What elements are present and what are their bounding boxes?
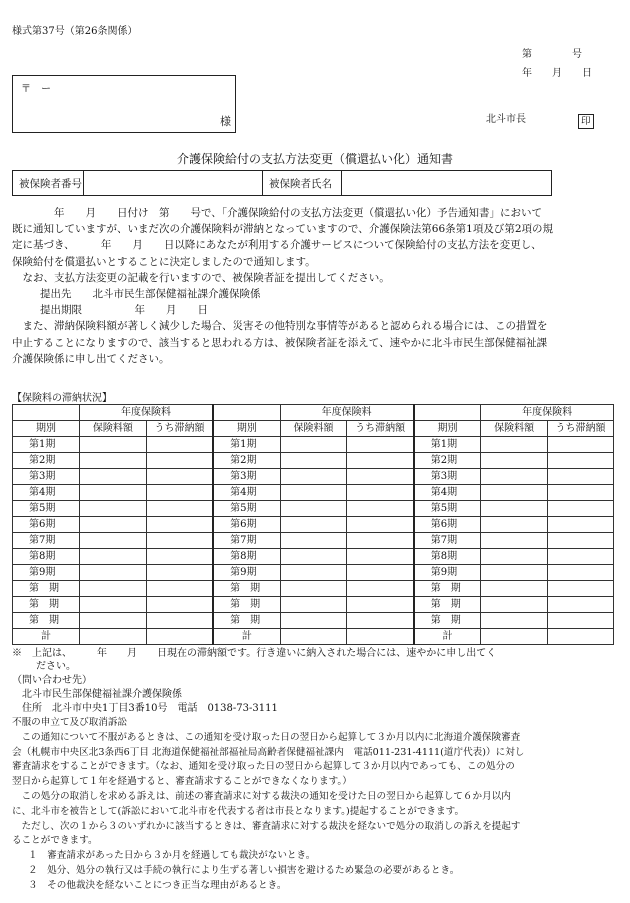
table-row (13, 517, 614, 533)
appeal-a3: 審査請求をすることができます。（なお、通知を受け取った日の翌日から起算して３か月以内であっても、この処分の (12, 761, 515, 773)
period-label: 第9期 (414, 565, 481, 581)
addressee-honorific: 様 (220, 115, 231, 128)
amount-cell (79, 469, 146, 485)
arrears-section-label: 【保険料の滞納状況】 (12, 393, 112, 404)
amount-cell (79, 565, 146, 581)
arrears-cell (146, 597, 213, 613)
period-label: 第 期 (13, 613, 80, 629)
amount-cell (280, 597, 347, 613)
total-arrears-cell (548, 629, 614, 645)
table-row (13, 469, 614, 485)
insured-fields (12, 170, 552, 196)
appeal-item-2: ２ 処分、処分の執行又は手続の執行により生ずる著しい損害を避けるため緊急の必要があるとき。 (28, 864, 460, 876)
col-amount: 保険料額 (79, 421, 146, 437)
arrears-cell (548, 597, 614, 613)
period-label: 第6期 (213, 517, 280, 533)
amount-cell (481, 597, 548, 613)
postal-code: 〒 ー (21, 84, 51, 95)
col-period: 期別 (13, 421, 80, 437)
group-header: 年度保険料 (481, 405, 614, 421)
total-amount-cell (481, 629, 548, 645)
amount-cell (481, 469, 548, 485)
submit-deadline: 提出期限 年 月 日 (40, 304, 208, 317)
arrears-cell (347, 469, 414, 485)
arrears-cell (347, 453, 414, 469)
issuer-seal: 印 (578, 114, 594, 129)
body-p3-line3: 介護保険係に申し出てください。 (12, 352, 170, 365)
address-box (12, 75, 236, 133)
period-label: 第3期 (13, 469, 80, 485)
total-label: 計 (13, 629, 80, 645)
amount-cell (280, 469, 347, 485)
arrears-cell (347, 533, 414, 549)
amount-cell (481, 517, 548, 533)
appeal-item-1: １ 審査請求があった日から３か月を経過しても裁決がないとき。 (28, 850, 316, 862)
amount-cell (280, 485, 347, 501)
period-label: 第7期 (213, 533, 280, 549)
notice-body (12, 205, 618, 367)
arrears-cell (548, 469, 614, 485)
amount-cell (481, 501, 548, 517)
arrears-rows (13, 437, 614, 645)
arrears-cell (146, 565, 213, 581)
arrears-cell (146, 581, 213, 597)
col-arrears: うち滞納額 (146, 421, 213, 437)
period-label: 第1期 (213, 437, 280, 453)
amount-cell (481, 549, 548, 565)
appeal-a1: この通知について不服があるときは、この通知を受け取った日の翌日から起算して３か月以内に北海道介護保険審査 (12, 731, 521, 743)
col-arrears: うち滞納額 (548, 421, 614, 437)
col-amount: 保険料額 (280, 421, 347, 437)
period-label: 第6期 (13, 517, 80, 533)
period-label: 第 期 (13, 597, 80, 613)
table-row (13, 501, 614, 517)
insured-name-label: 被保険者氏名 (263, 171, 342, 196)
arrears-cell (146, 453, 213, 469)
arrears-cell (347, 437, 414, 453)
amount-cell (79, 437, 146, 453)
total-arrears-cell (347, 629, 414, 645)
amount-cell (280, 517, 347, 533)
arrears-cell (548, 485, 614, 501)
arrears-cell (548, 533, 614, 549)
arrears-table (12, 404, 614, 645)
arrears-cell (548, 517, 614, 533)
arrears-cell (347, 485, 414, 501)
amount-cell (79, 517, 146, 533)
body-p3-line2: 中止することになりますので、該当すると思われる方は、被保険者証を添えて、速やかに北斗市民生部保健福祉課 (12, 336, 548, 349)
appeal-a4: 翌日から起算して１年を経過すると、審査請求することができなくなります。） (12, 776, 352, 788)
contact-dept: 北斗市民生部保健福祉課介護保険係 (22, 689, 182, 700)
insured-number-value (84, 171, 263, 196)
arrears-cell (146, 613, 213, 629)
submit-to: 提出先 北斗市民生部保健福祉課介護保険係 (40, 288, 261, 301)
amount-cell (280, 565, 347, 581)
amount-cell (79, 549, 146, 565)
arrears-cell (548, 549, 614, 565)
period-label: 第 期 (414, 613, 481, 629)
period-label: 第5期 (213, 501, 280, 517)
arrears-cell (146, 501, 213, 517)
period-label: 第2期 (13, 453, 80, 469)
period-label: 第 期 (13, 581, 80, 597)
total-amount-cell (79, 629, 146, 645)
arrears-cell (146, 549, 213, 565)
appeal-b2: に、北斗市を被告として(訴訟において北斗市を代表する者は市長となります。)提起することができます。 (12, 805, 465, 817)
amount-cell (280, 437, 347, 453)
arrears-cell (146, 469, 213, 485)
amount-cell (280, 501, 347, 517)
group-spacer-2 (213, 405, 280, 421)
issuer-name: 北斗市長 (486, 114, 526, 125)
amount-cell (481, 453, 548, 469)
amount-cell (79, 501, 146, 517)
arrears-cell (548, 613, 614, 629)
contact-heading: （問い合わせ先） (12, 675, 92, 686)
period-label: 第7期 (13, 533, 80, 549)
period-label: 第7期 (414, 533, 481, 549)
appeal-a2: 会（札幌市中央区北3条西6丁目 北海道保健福祉部福祉局高齢者保健福祉課内 電話011-231-4111(道庁代表)）に対し (12, 746, 525, 758)
amount-cell (79, 597, 146, 613)
arrears-cell (548, 453, 614, 469)
arrears-cell (548, 581, 614, 597)
insured-number-label: 被保険者番号 (13, 171, 84, 196)
table-row (13, 453, 614, 469)
appeal-section (12, 716, 622, 894)
document-title: 介護保険給付の支払方法変更（償還払い化）通知書 (176, 152, 453, 166)
table-row (13, 565, 614, 581)
issue-date: 年 月 日 (522, 68, 592, 79)
group-spacer-3 (414, 405, 481, 421)
arrears-cell (146, 533, 213, 549)
amount-cell (79, 533, 146, 549)
body-p1-line2: 既に通知していますが、いまだ次の介護保険料が滞納となっていますので、介護保険法第66条第1項及び第2項の規 (12, 223, 554, 236)
period-label: 第2期 (414, 453, 481, 469)
arrears-cell (347, 613, 414, 629)
period-label: 第1期 (414, 437, 481, 453)
arrears-cell (548, 565, 614, 581)
amount-cell (280, 549, 347, 565)
contact-address: 住所 北斗市中央1丁目3番10号 電話 0138-73-3111 (22, 703, 278, 714)
period-label: 第3期 (414, 469, 481, 485)
period-label: 第4期 (13, 485, 80, 501)
table-row (13, 485, 614, 501)
period-label: 第 期 (414, 581, 481, 597)
arrears-cell (347, 565, 414, 581)
period-label: 第8期 (213, 549, 280, 565)
arrears-cell (146, 517, 213, 533)
arrears-cell (347, 501, 414, 517)
arrears-cell (347, 581, 414, 597)
col-period: 期別 (213, 421, 280, 437)
period-label: 第8期 (13, 549, 80, 565)
period-label: 第2期 (213, 453, 280, 469)
period-label: 第8期 (414, 549, 481, 565)
amount-cell (481, 533, 548, 549)
form-id: 様式第37号（第26条関係） (12, 26, 138, 37)
appeal-c1: ただし、次の１から３のいずれかに該当するときは、審査請求に対する裁決を経ないで処分の取消しの訴えを提起す (12, 820, 521, 832)
period-label: 第9期 (213, 565, 280, 581)
body-p1-line4: 保険給付を償還払いとすることに決定しましたので通知します。 (12, 255, 316, 268)
arrears-cell (146, 485, 213, 501)
total-row (13, 629, 614, 645)
table-row (13, 613, 614, 629)
arrears-cell (347, 517, 414, 533)
group-header: 年度保険料 (280, 405, 414, 421)
arrears-cell (146, 437, 213, 453)
body-p1-line3: 定に基づき、 年 月 日以降にあなたが利用する介護サービスについて保険給付の支払方法を変更し、 (12, 239, 542, 252)
col-arrears: うち滞納額 (347, 421, 414, 437)
table-row (13, 597, 614, 613)
col-period: 期別 (414, 421, 481, 437)
appeal-heading: 不服の申立て及び取消訴訟 (12, 717, 128, 728)
arrears-cell (548, 437, 614, 453)
period-label: 第4期 (414, 485, 481, 501)
amount-cell (481, 437, 548, 453)
arrears-cell (548, 501, 614, 517)
period-label: 第3期 (213, 469, 280, 485)
insured-name-value (342, 171, 552, 196)
appeal-item-3: ３ その他裁決を経ないことにつき正当な理由があるとき。 (28, 879, 287, 891)
total-arrears-cell (146, 629, 213, 645)
amount-cell (79, 453, 146, 469)
table-row (13, 533, 614, 549)
body-p3-line1: また、滞納保険料額が著しく減少した場合、災害その他特別な事情等があると認められる場合には、この措置を (12, 320, 548, 333)
arrears-cell (347, 549, 414, 565)
period-label: 第 期 (213, 597, 280, 613)
group-header: 年度保険料 (79, 405, 213, 421)
group-spacer-1 (13, 405, 80, 421)
period-label: 第 期 (213, 581, 280, 597)
table-row (13, 437, 614, 453)
amount-cell (481, 485, 548, 501)
table-row (13, 581, 614, 597)
amount-cell (79, 613, 146, 629)
total-amount-cell (280, 629, 347, 645)
amount-cell (79, 581, 146, 597)
total-label: 計 (213, 629, 280, 645)
amount-cell (280, 533, 347, 549)
period-label: 第1期 (13, 437, 80, 453)
total-label: 計 (414, 629, 481, 645)
note-line1: ※ 上記は、 年 月 日現在の滞納額です。行き違いに納入された場合には、速やかに申し出てく (12, 648, 497, 659)
body-p1-line1: 年 月 日付け 第 号で、「介護保険給付の支払方法変更（償還払い化）予告通知書」において (12, 207, 543, 219)
period-label: 第 期 (213, 613, 280, 629)
arrears-cell (347, 597, 414, 613)
amount-cell (79, 485, 146, 501)
period-label: 第5期 (414, 501, 481, 517)
note-line2: ださい。 (36, 661, 76, 672)
amount-cell (280, 581, 347, 597)
issuer-seal-wrap (578, 109, 594, 129)
appeal-c2: ることができます。 (12, 835, 98, 847)
amount-cell (481, 581, 548, 597)
amount-cell (481, 613, 548, 629)
period-label: 第6期 (414, 517, 481, 533)
amount-cell (280, 453, 347, 469)
period-label: 第4期 (213, 485, 280, 501)
table-row (13, 549, 614, 565)
appeal-b1: この処分の取消しを求める訴えは、前述の審査請求に対する裁決の通知を受けた日の翌日から起算して６か月以内 (12, 790, 511, 802)
period-label: 第5期 (13, 501, 80, 517)
amount-cell (481, 565, 548, 581)
period-label: 第 期 (414, 597, 481, 613)
amount-cell (280, 613, 347, 629)
col-amount: 保険料額 (481, 421, 548, 437)
document-number: 第 号 (522, 49, 582, 60)
body-p2: なお、支払方法変更の記載を行いますので、被保険者証を提出してください。 (12, 271, 390, 284)
period-label: 第9期 (13, 565, 80, 581)
